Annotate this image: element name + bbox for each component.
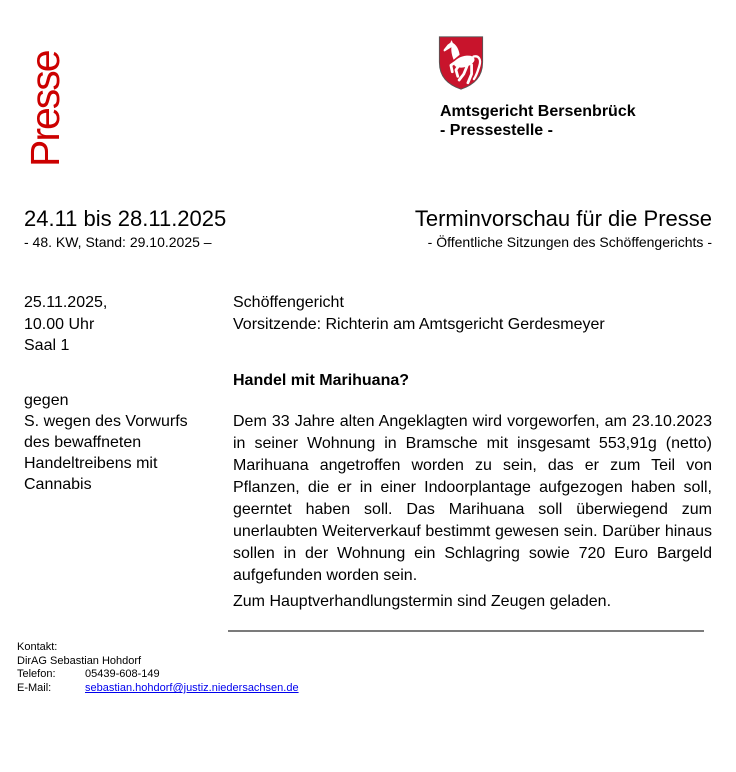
footer-divider [228,630,704,632]
contact-phone-row [17,668,299,682]
contact-block [17,641,299,696]
org-name: Amtsgericht Bersenbrück [440,103,636,120]
court-type: Schöffengericht [233,294,344,311]
org-header [440,102,636,140]
case-closing-note: Zum Hauptverhandlungstermin sind Zeugen geladen. [233,593,612,610]
contact-heading: Kontakt: [17,641,58,653]
court-info [233,292,605,335]
contact-name: DirAG Sebastian Hohdorf [17,654,142,667]
email-link[interactable]: sebastian.hohdorf@justiz.niedersachsen.de [85,682,299,695]
case-description: Dem 33 Jahre alten Angeklagten wird vorgeworfen, am 23.10.2023 in seiner Wohnung in Bramsche mit insgesamt 553,91g (netto) Marihuana angetroffen worden zu sein, das er zum Teil von Pflanzen, die er in einer Indoorplantage aufgezogen haben soll, geerntet haben soll. Das Marihuana soll überwiegend zum unerlaubten Weiterverkauf bestimmt gewesen sein. Darüber hinaus sollen in der Wohnung ein Schlagring sowie 720 Euro Bargeld aufgefunden worden sein. [233,413,712,584]
defendant-line: Handeltreibens mit [24,455,158,472]
contact-email-row [17,682,299,696]
lower-saxony-coat-of-arms-icon [438,34,484,92]
session-room: Saal 1 [24,337,70,354]
date-range: 24.11 bis 28.11.2025 [24,206,227,231]
session-date: 25.11.2025, [24,294,108,311]
phone-label: Telefon: [17,668,56,681]
page-subtitle: - Öffentliche Sitzungen des Schöffengerichts - [427,234,712,250]
case-heading: Handel mit Marihuana? [233,372,410,389]
date-range-block [24,206,226,251]
defendant-line: gegen [24,392,69,409]
page-title: Terminvorschau für die Presse [414,206,712,231]
session-time: 10.00 Uhr [24,315,95,333]
email-label: E-Mail: [17,682,52,695]
presiding-judge: Vorsitzende: Richterin am Amtsgericht Gerdesmeyer [233,315,605,333]
defendant-line: Cannabis [24,476,92,493]
document-title-block [415,206,712,251]
press-vertical-label: Presse [22,51,68,167]
defendant-info [24,390,224,495]
defendant-line: S. wegen des Vorwurfs [24,413,188,430]
org-subunit: - Pressestelle - [440,122,553,139]
defendant-line: des bewaffneten [24,434,142,451]
date-range-status: - 48. KW, Stand: 29.10.2025 – [24,234,212,250]
phone-number: 05439-608-149 [85,668,160,681]
session-datetime [24,292,107,357]
